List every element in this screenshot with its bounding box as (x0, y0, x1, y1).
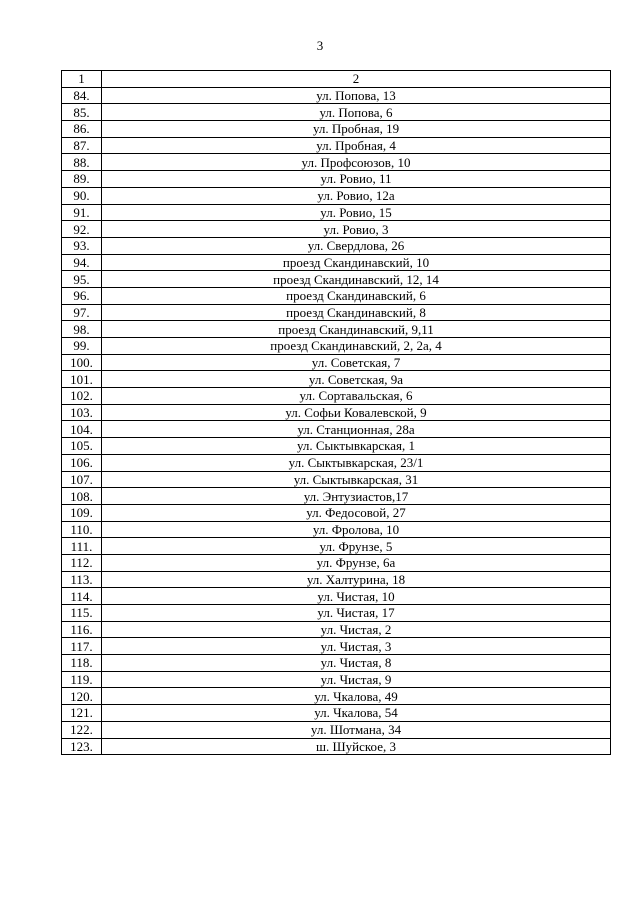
page-number: 3 (316, 38, 324, 53)
table-row (62, 504, 611, 521)
header-cell-num: 1 (62, 71, 102, 88)
table-row (62, 87, 611, 104)
header-cell-address: 2 (102, 71, 611, 88)
row-number-cell: 116. (62, 621, 102, 638)
address-cell: ул. Станционная, 28а (102, 421, 611, 438)
table-row (62, 137, 611, 154)
address-cell: ул. Сыктывкарская, 23/1 (102, 454, 611, 471)
table-row (62, 271, 611, 288)
row-number-cell: 89. (62, 171, 102, 188)
table-header-row (62, 71, 611, 88)
row-number-cell: 120. (62, 688, 102, 705)
address-table-body (62, 71, 611, 755)
address-cell: ул. Сыктывкарская, 31 (102, 471, 611, 488)
address-cell: ул. Халтурина, 18 (102, 571, 611, 588)
address-cell: ул. Сортавальская, 6 (102, 388, 611, 405)
address-cell: ул. Энтузиастов,17 (102, 488, 611, 505)
table-row (62, 237, 611, 254)
table-row (62, 688, 611, 705)
address-cell: ул. Чистая, 9 (102, 671, 611, 688)
table-row (62, 321, 611, 338)
address-cell: проезд Скандинавский, 6 (102, 287, 611, 304)
address-cell: проезд Скандинавский, 8 (102, 304, 611, 321)
address-cell: ул. Попова, 13 (102, 87, 611, 104)
table-row (62, 488, 611, 505)
table-row (62, 338, 611, 355)
address-cell: ул. Софьи Ковалевской, 9 (102, 404, 611, 421)
table-row (62, 388, 611, 405)
table-row (62, 121, 611, 138)
row-number-cell: 122. (62, 721, 102, 738)
table-row (62, 254, 611, 271)
table-row (62, 571, 611, 588)
address-cell: ул. Фрунзе, 5 (102, 538, 611, 555)
address-cell: ул. Чистая, 17 (102, 605, 611, 622)
row-number-cell: 100. (62, 354, 102, 371)
table-row (62, 171, 611, 188)
table-row (62, 671, 611, 688)
row-number-cell: 101. (62, 371, 102, 388)
table-row (62, 438, 611, 455)
table-row (62, 404, 611, 421)
address-cell: ул. Федосовой, 27 (102, 504, 611, 521)
row-number-cell: 117. (62, 638, 102, 655)
row-number-cell: 111. (62, 538, 102, 555)
address-cell: ул. Свердлова, 26 (102, 237, 611, 254)
address-cell: ул. Чкалова, 49 (102, 688, 611, 705)
row-number-cell: 115. (62, 605, 102, 622)
table-row (62, 354, 611, 371)
address-cell: ул. Советская, 9а (102, 371, 611, 388)
address-cell: ул. Профсоюзов, 10 (102, 154, 611, 171)
row-number-cell: 123. (62, 738, 102, 755)
row-number-cell: 96. (62, 287, 102, 304)
row-number-cell: 95. (62, 271, 102, 288)
row-number-cell: 97. (62, 304, 102, 321)
table-row (62, 621, 611, 638)
address-cell: проезд Скандинавский, 10 (102, 254, 611, 271)
address-cell: ул. Шотмана, 34 (102, 721, 611, 738)
row-number-cell: 104. (62, 421, 102, 438)
table-row (62, 655, 611, 672)
table-row (62, 104, 611, 121)
row-number-cell: 85. (62, 104, 102, 121)
address-cell: ул. Попова, 6 (102, 104, 611, 121)
row-number-cell: 119. (62, 671, 102, 688)
row-number-cell: 112. (62, 554, 102, 571)
address-cell: ул. Чистая, 8 (102, 655, 611, 672)
row-number-cell: 94. (62, 254, 102, 271)
row-number-cell: 87. (62, 137, 102, 154)
row-number-cell: 92. (62, 221, 102, 238)
table-row (62, 738, 611, 755)
row-number-cell: 105. (62, 438, 102, 455)
row-number-cell: 110. (62, 521, 102, 538)
table-row (62, 154, 611, 171)
address-cell: ул. Сыктывкарская, 1 (102, 438, 611, 455)
row-number-cell: 109. (62, 504, 102, 521)
address-cell: ул. Фрунзе, 6а (102, 554, 611, 571)
row-number-cell: 91. (62, 204, 102, 221)
address-cell: ул. Пробная, 19 (102, 121, 611, 138)
address-cell: ш. Шуйское, 3 (102, 738, 611, 755)
table-row (62, 538, 611, 555)
address-cell: ул. Ровио, 11 (102, 171, 611, 188)
address-cell: ул. Чистая, 3 (102, 638, 611, 655)
table-row (62, 287, 611, 304)
address-cell: ул. Ровио, 3 (102, 221, 611, 238)
row-number-cell: 114. (62, 588, 102, 605)
address-cell: ул. Пробная, 4 (102, 137, 611, 154)
address-cell: проезд Скандинавский, 12, 14 (102, 271, 611, 288)
table-row (62, 221, 611, 238)
table-row (62, 421, 611, 438)
table-row (62, 605, 611, 622)
row-number-cell: 106. (62, 454, 102, 471)
row-number-cell: 108. (62, 488, 102, 505)
address-cell: ул. Ровио, 15 (102, 204, 611, 221)
row-number-cell: 98. (62, 321, 102, 338)
row-number-cell: 121. (62, 705, 102, 722)
row-number-cell: 86. (62, 121, 102, 138)
table-row (62, 705, 611, 722)
table-row (62, 521, 611, 538)
row-number-cell: 84. (62, 87, 102, 104)
address-cell: ул. Чистая, 2 (102, 621, 611, 638)
table-row (62, 187, 611, 204)
address-cell: ул. Чкалова, 54 (102, 705, 611, 722)
row-number-cell: 99. (62, 338, 102, 355)
row-number-cell: 93. (62, 237, 102, 254)
table-row (62, 554, 611, 571)
address-table (61, 70, 611, 755)
row-number-cell: 90. (62, 187, 102, 204)
row-number-cell: 102. (62, 388, 102, 405)
row-number-cell: 118. (62, 655, 102, 672)
address-cell: ул. Ровио, 12а (102, 187, 611, 204)
table-row (62, 304, 611, 321)
table-row (62, 204, 611, 221)
table-row (62, 721, 611, 738)
row-number-cell: 88. (62, 154, 102, 171)
row-number-cell: 103. (62, 404, 102, 421)
row-number-cell: 107. (62, 471, 102, 488)
table-row (62, 638, 611, 655)
address-cell: ул. Советская, 7 (102, 354, 611, 371)
address-cell: ул. Фролова, 10 (102, 521, 611, 538)
address-cell: проезд Скандинавский, 2, 2а, 4 (102, 338, 611, 355)
table-row (62, 588, 611, 605)
address-cell: проезд Скандинавский, 9,11 (102, 321, 611, 338)
table-row (62, 471, 611, 488)
address-cell: ул. Чистая, 10 (102, 588, 611, 605)
table-row (62, 454, 611, 471)
table-row (62, 371, 611, 388)
row-number-cell: 113. (62, 571, 102, 588)
